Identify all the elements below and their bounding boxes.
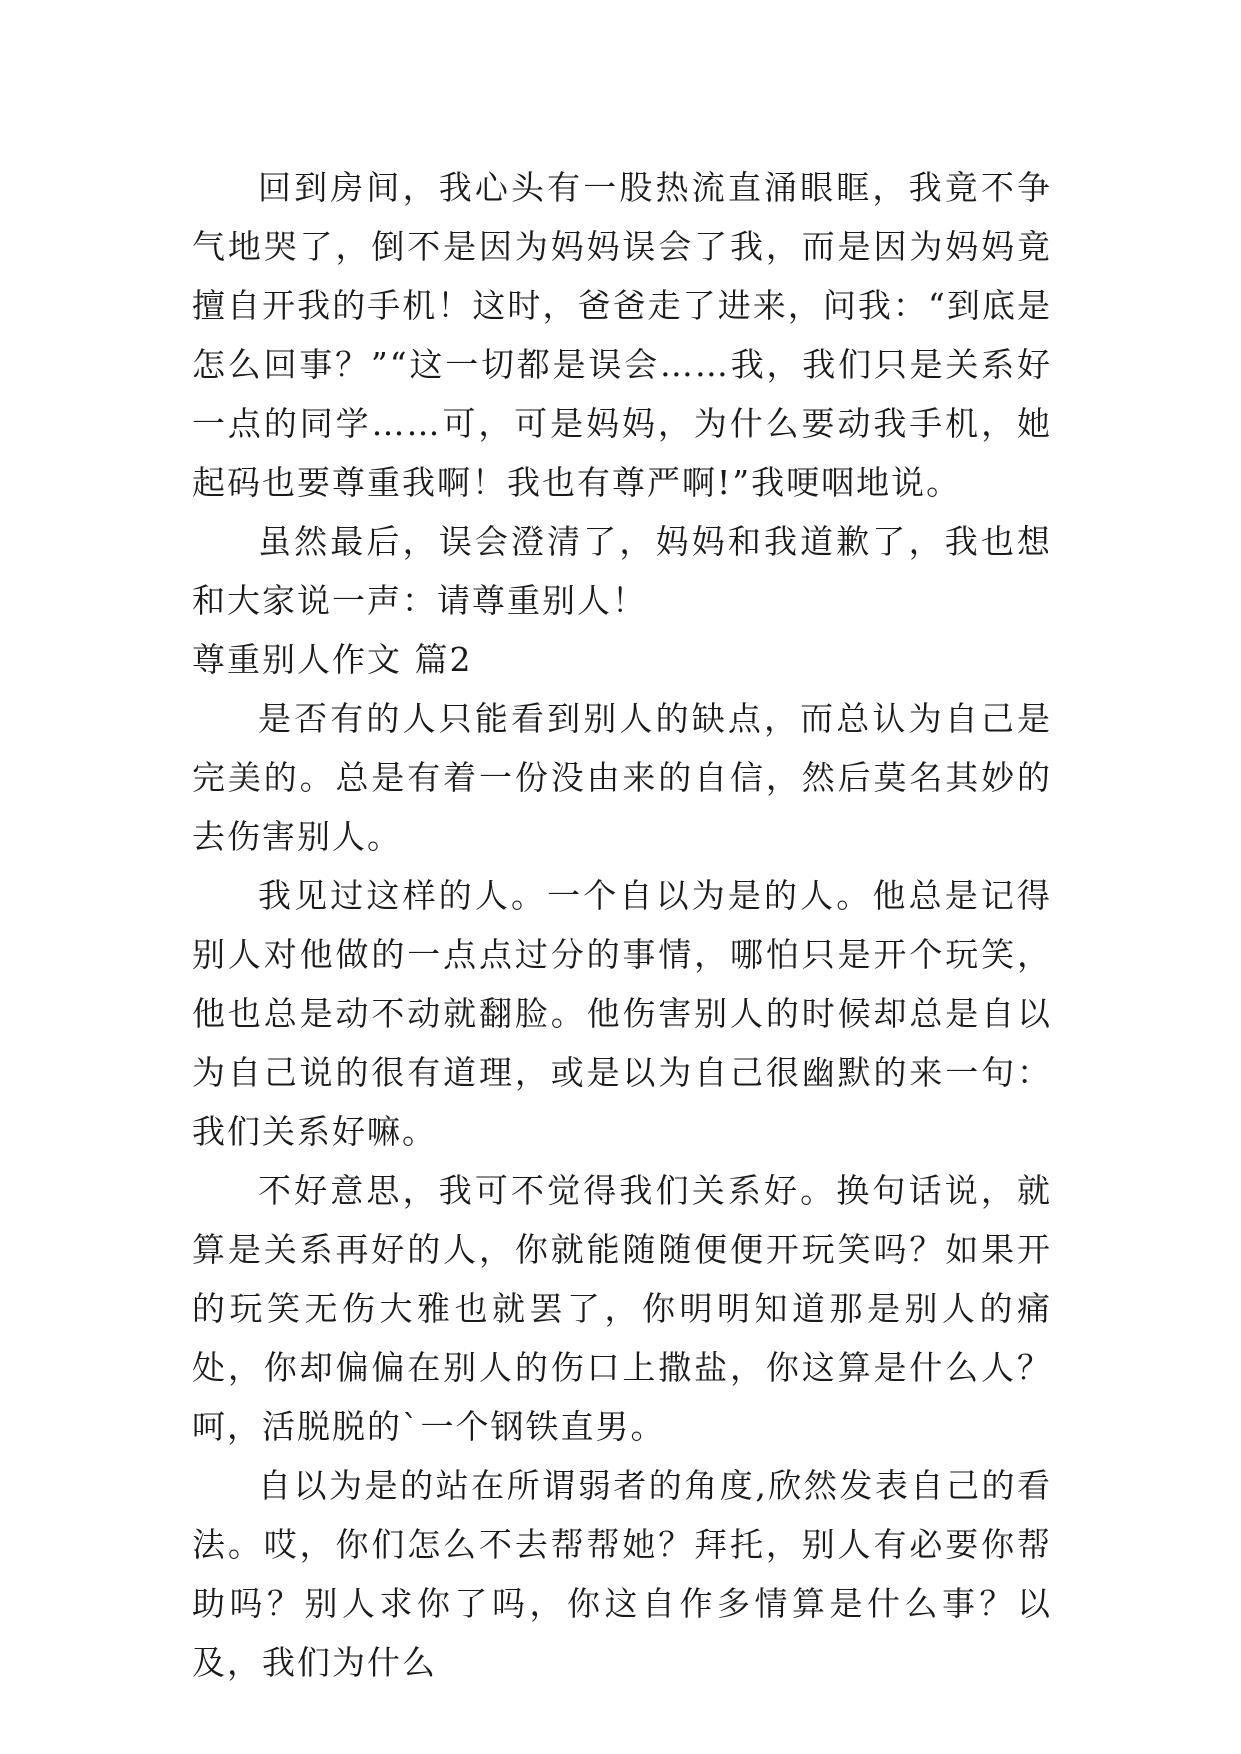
paragraph-self-righteous: 自以为是的站在所谓弱者的角度,欣然发表自己的看法。哎，你们怎么不去帮帮她？拜托，别人有必要你帮助吗？别人求你了吗，你这自作多情算是什么事？以及，我们为什么 bbox=[192, 1466, 1052, 1682]
paragraph-example: 我见过这样的人。一个自以为是的人。他总是记得别人对他做的一点点过分的事情，哪怕只是开个玩笑，他也总是动不动就翻脸。他伤害别人的时候却总是自以为自己说的很有道理，或是以为自己很幽默的来一句：我们关系好嘛。 bbox=[192, 876, 1052, 1151]
document-page bbox=[192, 158, 1052, 1692]
paragraph-response: 不好意思，我可不觉得我们关系好。换句话说，就算是关系再好的人，你就能随随便便开玩笑吗？如果开的玩笑无伤大雅也就罢了，你明明知道那是别人的痛处，你却偏偏在别人的伤口上撒盐，你这算是什么人？呵，活脱脱的`一个钢铁直男。 bbox=[192, 1171, 1052, 1446]
paragraph-intro: 是否有的人只能看到别人的缺点，而总认为自己是完美的。总是有着一份没由来的自信，然后莫名其妙的去伤害别人。 bbox=[192, 699, 1052, 856]
paragraph-room: 回到房间，我心头有一股热流直涌眼眶，我竟不争气地哭了，倒不是因为妈妈误会了我，而是因为妈妈竟擅自开我的手机！这时，爸爸走了进来，问我：“到底是怎么回事？”“这一切都是误会……我，我们只是关系好一点的同学……可，可是妈妈，为什么要动我手机，她起码也要尊重我啊！我也有尊严啊!”我哽咽地说。 bbox=[192, 168, 1052, 502]
paragraph-conclusion: 虽然最后，误会澄清了，妈妈和我道歉了，我也想和大家说一声：请尊重别人！ bbox=[192, 522, 1052, 620]
section-heading: 尊重别人作文 篇2 bbox=[192, 640, 473, 679]
